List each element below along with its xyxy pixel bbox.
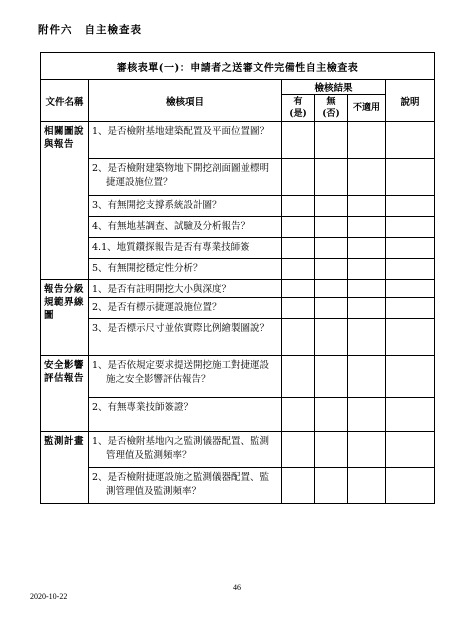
result-yes-cell[interactable] [282, 319, 315, 356]
check-item-cell [89, 356, 282, 398]
check-item-text: 2、是否檢附捷運設施之監測儀器配置、監測管理值及監測頻率？ [92, 472, 270, 497]
remark-cell[interactable] [386, 319, 435, 356]
header-yes-line1: 有 [293, 97, 303, 107]
result-no-cell[interactable] [315, 319, 348, 356]
remark-cell[interactable] [386, 280, 435, 298]
form-title: 審核表單(一)：申請者之送審文件完備性自主檢查表 [41, 53, 435, 80]
result-no-cell[interactable] [315, 280, 348, 298]
check-item-cell [89, 259, 282, 280]
check-item-text: 3、有無開挖支撐系統設計圖？ [92, 200, 222, 211]
result-na-cell[interactable] [348, 196, 386, 217]
appendix-label: 附件六 [38, 24, 73, 36]
check-item-text: 3、是否標示尺寸並依實際比例繪製圖說？ [92, 323, 270, 334]
page-heading [38, 22, 142, 37]
header-no-line2: (否) [322, 109, 340, 119]
result-no-cell[interactable] [315, 298, 348, 319]
result-no-cell[interactable] [315, 432, 348, 468]
result-no-cell[interactable] [315, 217, 348, 238]
remark-cell[interactable] [386, 432, 435, 468]
result-na-cell[interactable] [348, 319, 386, 356]
check-item-text: 2、是否檢附建築物地下開挖剖面圖並標明捷運設施位置？ [92, 163, 270, 188]
remark-cell[interactable] [386, 356, 435, 398]
result-no-cell[interactable] [315, 196, 348, 217]
remark-cell[interactable] [386, 196, 435, 217]
table-row [41, 432, 435, 468]
result-na-cell[interactable] [348, 217, 386, 238]
check-item-text: 5、有無開挖穩定性分析？ [92, 263, 203, 274]
result-na-cell[interactable] [348, 122, 386, 159]
check-item-cell [89, 217, 282, 238]
result-yes-cell[interactable] [282, 217, 315, 238]
table-row [41, 280, 435, 298]
result-no-cell[interactable] [315, 356, 348, 398]
remark-cell[interactable] [386, 468, 435, 504]
self-check-table [40, 52, 435, 504]
table-row [41, 319, 435, 356]
header-check-item: 檢核項目 [89, 80, 282, 122]
header-no-line1: 無 [326, 97, 336, 107]
header-yes-line2: (是) [289, 109, 307, 119]
remark-cell[interactable] [386, 122, 435, 159]
table-row [41, 159, 435, 196]
table-row [41, 217, 435, 238]
result-na-cell[interactable] [348, 159, 386, 196]
check-item-text: 1、是否依規定要求提送開挖施工對捷運設施之安全影響評估報告？ [92, 360, 270, 385]
check-item-cell [89, 298, 282, 319]
result-na-cell[interactable] [348, 280, 386, 298]
remark-cell[interactable] [386, 217, 435, 238]
check-item-text: 1、是否檢附基地內之監測儀器配置、監測管理值及監測頻率？ [92, 436, 270, 461]
check-item-cell [89, 319, 282, 356]
check-item-cell [89, 280, 282, 298]
header-yes [282, 95, 315, 122]
remark-cell[interactable] [386, 259, 435, 280]
check-item-text: 1、是否有註明開挖大小與深度？ [92, 284, 232, 295]
result-no-cell[interactable] [315, 468, 348, 504]
remark-cell[interactable] [386, 298, 435, 319]
result-na-cell[interactable] [348, 238, 386, 259]
result-no-cell[interactable] [315, 122, 348, 159]
remark-cell[interactable] [386, 238, 435, 259]
check-item-text: 4、有無地基調查、試驗及分析報告？ [92, 221, 251, 232]
result-na-cell[interactable] [348, 298, 386, 319]
category-cell: 報告分級規範界線圖 [41, 280, 89, 356]
check-item-cell [89, 159, 282, 196]
table-row [41, 468, 435, 504]
appendix-title: 自主檢查表 [84, 24, 142, 36]
result-yes-cell[interactable] [282, 259, 315, 280]
result-yes-cell[interactable] [282, 468, 315, 504]
result-no-cell[interactable] [315, 238, 348, 259]
check-item-text: 1、是否檢附基地建築配置及平面位置圖？ [92, 126, 270, 137]
table-row [41, 238, 435, 259]
category-cell: 相關圖說與報告 [41, 122, 89, 280]
table-row [41, 259, 435, 280]
header-na: 不適用 [348, 95, 386, 122]
check-item-cell [89, 432, 282, 468]
category-cell: 安全影響評估報告 [41, 356, 89, 432]
table-row [41, 356, 435, 398]
form-body [41, 122, 435, 504]
result-no-cell[interactable] [315, 259, 348, 280]
category-cell: 監測計畫 [41, 432, 89, 504]
result-yes-cell[interactable] [282, 280, 315, 298]
check-item-cell [89, 122, 282, 159]
result-no-cell[interactable] [315, 398, 348, 432]
table-row [41, 298, 435, 319]
result-na-cell[interactable] [348, 468, 386, 504]
header-doc-name: 文件名稱 [41, 80, 89, 122]
check-item-cell [89, 238, 282, 259]
header-no [315, 95, 348, 122]
result-yes-cell[interactable] [282, 159, 315, 196]
table-row [41, 122, 435, 159]
header-remark: 說明 [386, 80, 435, 122]
check-item-text: 4.1、地質鑽探報告是否有專業技師簽 [92, 242, 250, 253]
table-row [41, 398, 435, 432]
result-na-cell[interactable] [348, 356, 386, 398]
result-yes-cell[interactable] [282, 122, 315, 159]
header-result: 檢核結果 [282, 80, 386, 95]
result-na-cell[interactable] [348, 398, 386, 432]
remark-cell[interactable] [386, 398, 435, 432]
remark-cell[interactable] [386, 159, 435, 196]
result-yes-cell[interactable] [282, 432, 315, 468]
result-yes-cell[interactable] [282, 398, 315, 432]
footer-date: 2020-10-22 [30, 592, 68, 601]
check-item-text: 2、是否有標示捷運設施位置？ [92, 302, 222, 313]
result-na-cell[interactable] [348, 432, 386, 468]
page-number: 46 [233, 583, 241, 592]
result-na-cell[interactable] [348, 259, 386, 280]
result-yes-cell[interactable] [282, 298, 315, 319]
table-row [41, 196, 435, 217]
check-item-cell [89, 196, 282, 217]
result-yes-cell[interactable] [282, 196, 315, 217]
check-item-cell [89, 398, 282, 432]
result-yes-cell[interactable] [282, 238, 315, 259]
result-no-cell[interactable] [315, 159, 348, 196]
check-item-cell [89, 468, 282, 504]
check-item-text: 2、有無專業技師簽證？ [92, 402, 194, 413]
result-yes-cell[interactable] [282, 356, 315, 398]
